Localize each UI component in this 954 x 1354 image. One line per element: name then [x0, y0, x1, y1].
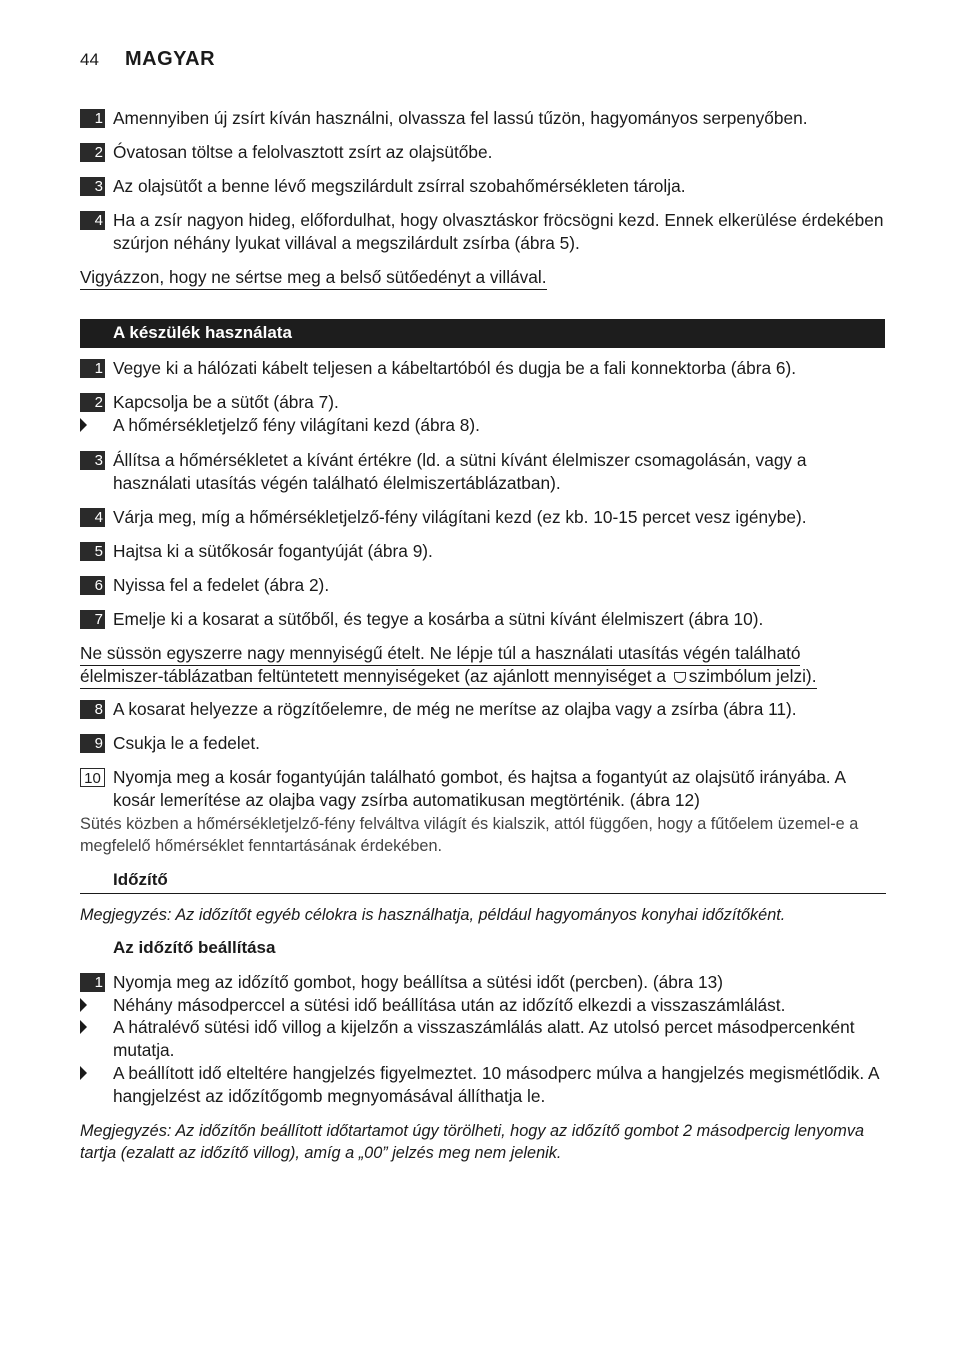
step-text: Csukja le a fedelet. — [113, 733, 260, 753]
use-step-2 — [80, 391, 886, 414]
step-text: Várja meg, míg a hőmérsékletjelző-fény világítani kezd (ez kb. 10-15 percet vesz igénybe). — [113, 507, 807, 527]
intro-step-3 — [80, 175, 886, 198]
step-number: 9 — [80, 734, 105, 753]
bullet-arrow-icon — [80, 998, 87, 1012]
timer-bullet-3 — [80, 1062, 886, 1108]
bullet-arrow-icon — [80, 1020, 87, 1034]
timer-divider — [80, 893, 886, 894]
timer-step-1 — [80, 971, 886, 994]
step-number: 4 — [80, 211, 105, 230]
use-step-8 — [80, 698, 886, 721]
use-step-6 — [80, 574, 886, 597]
warning-text: Vigyázzon, hogy ne sértse meg a belső sütőedényt a villával. — [80, 266, 547, 290]
warning-text — [80, 665, 817, 689]
timer-heading: Időzítő — [113, 870, 168, 889]
step-text: A kosarat helyezze a rögzítőelemre, de még ne merítse az olajba vagy a zsírba (ábra 11). — [113, 699, 797, 719]
step-number: 5 — [80, 542, 105, 561]
intro-step-4 — [80, 209, 886, 255]
bullet-text: A beállított idő elteltére hangjelzés figyelmeztet. 10 másodperc múlva a hangjelzés megismétlődik. A hangjelzést az időzítőgomb megnyomásával állíthatja le. — [113, 1063, 879, 1106]
step-text: Óvatosan töltse a felolvasztott zsírt az olajsütőbe. — [113, 142, 493, 162]
step-number: 1 — [80, 109, 105, 128]
use-bullet-1 — [80, 414, 886, 437]
use-step-9 — [80, 732, 886, 755]
step-number: 6 — [80, 576, 105, 595]
section-header-bar — [80, 319, 885, 348]
step-number: 8 — [80, 700, 105, 719]
intro-step-1 — [80, 107, 886, 130]
info-text: Sütés közben a hőmérsékletjelző-fény felváltva világít és kialszik, attól függően, hogy a fűtőelem üzemel-e a megfelelő hőmérséklet fenntartásának érdekében. — [80, 815, 859, 855]
step-text: Emelje ki a kosarat a sütőből, és tegye a kosárba a sütni kívánt élelmiszert (ábra 10). — [113, 609, 764, 629]
step-number: 1 — [80, 359, 105, 378]
warning-text-part2: szimbólum jelzi). — [688, 666, 817, 686]
step-text: Hajtsa ki a sütőkosár fogantyúját (ábra 9). — [113, 541, 433, 561]
warning-text: Ne süssön egyszerre nagy mennyiségű ételt. Ne lépje túl a használati utasítás végén található — [80, 642, 800, 666]
step-number: 2 — [80, 143, 105, 162]
warning-quantity-line2 — [80, 665, 817, 689]
page-number: 44 — [80, 50, 99, 69]
basket-symbol-icon — [674, 672, 686, 683]
step-number: 10 — [80, 768, 105, 787]
language-heading: MAGYAR — [125, 48, 216, 70]
step-text: Kapcsolja be a sütőt (ábra 7). — [113, 392, 339, 412]
use-step-5 — [80, 540, 886, 563]
intro-step-2 — [80, 141, 886, 164]
step-text: Amennyiben új zsírt kíván használni, olvassza fel lassú tűzön, hagyományos serpenyőben. — [113, 108, 808, 128]
bullet-text: A hátralévő sütési idő villog a kijelzőn a visszaszámlálás alatt. Az utolsó percet másodpercenként mutatja. — [113, 1017, 855, 1060]
step-number: 4 — [80, 508, 105, 527]
step-text: Nyissa fel a fedelet (ábra 2). — [113, 575, 330, 595]
step-text: Állítsa a hőmérsékletet a kívánt értékre (ld. a sütni kívánt élelmiszer csomagolásán, vagy a használati utasítás végén található élelmiszertáblázatban). — [113, 450, 807, 493]
section-title: A készülék használata — [113, 323, 292, 342]
warning-fork — [80, 266, 547, 290]
step-text: Nyomja meg a kosár fogantyúján található gombot, és hajtsa a fogantyút az olajsütő irányába. A kosár lemerítése az olajba vagy zsírba automatikusan megtörténik. (ábra 12) — [113, 767, 846, 810]
warning-text-part1: élelmiszer-táblázatban feltüntetett mennyiségeket (az ajánlott mennyiséget a — [80, 666, 666, 686]
timer-bullet-1 — [80, 994, 886, 1017]
bullet-arrow-icon — [80, 418, 87, 432]
use-step-3 — [80, 449, 886, 495]
use-step-10 — [80, 766, 886, 812]
bullet-text: Néhány másodperccel a sütési idő beállítása után az időzítő elkezdi a visszaszámlálást. — [113, 995, 786, 1015]
timer-bullet-2 — [80, 1016, 886, 1062]
step-number: 3 — [80, 177, 105, 196]
final-note: Megjegyzés: Az időzítőn beállított időtartamot úgy törölheti, hogy az időzítő gombot 2 másodpercig lenyomva tartja (ezalatt az időzítő villog), amíg a „00” jelzés meg nem jelenik. — [80, 1122, 865, 1162]
use-step-4 — [80, 506, 886, 529]
step-number: 7 — [80, 610, 105, 629]
bullet-text: A hőmérsékletjelző fény világítani kezd (ábra 8). — [113, 415, 480, 435]
use-step-7 — [80, 608, 886, 631]
step-text: Nyomja meg az időzítő gombot, hogy beállítsa a sütési időt (percben). (ábra 13) — [113, 972, 723, 992]
step-number: 3 — [80, 451, 105, 470]
step-number: 2 — [80, 393, 105, 412]
step-number: 1 — [80, 973, 105, 992]
step-text: Az olajsütőt a benne lévő megszilárdult zsírral szobahőmérsékleten tárolja. — [113, 176, 686, 196]
warning-quantity-line1 — [80, 642, 800, 666]
step-text: Ha a zsír nagyon hideg, előfordulhat, hogy olvasztáskor fröcsögni kezd. Ennek elkerülése érdekében szúrjon néhány lyukat villával a megszilárdult zsírba (ábra 5). — [113, 210, 884, 253]
step-text: Vegye ki a hálózati kábelt teljesen a kábeltartóból és dugja be a fali konnektorba (ábra 6). — [113, 358, 797, 378]
bullet-arrow-icon — [80, 1066, 87, 1080]
timer-note: Megjegyzés: Az időzítőt egyéb célokra is használhatja, például hagyományos konyhai időzítőként. — [80, 906, 786, 924]
use-step-1 — [80, 357, 886, 380]
timer-subheading: Az időzítő beállítása — [113, 938, 276, 957]
